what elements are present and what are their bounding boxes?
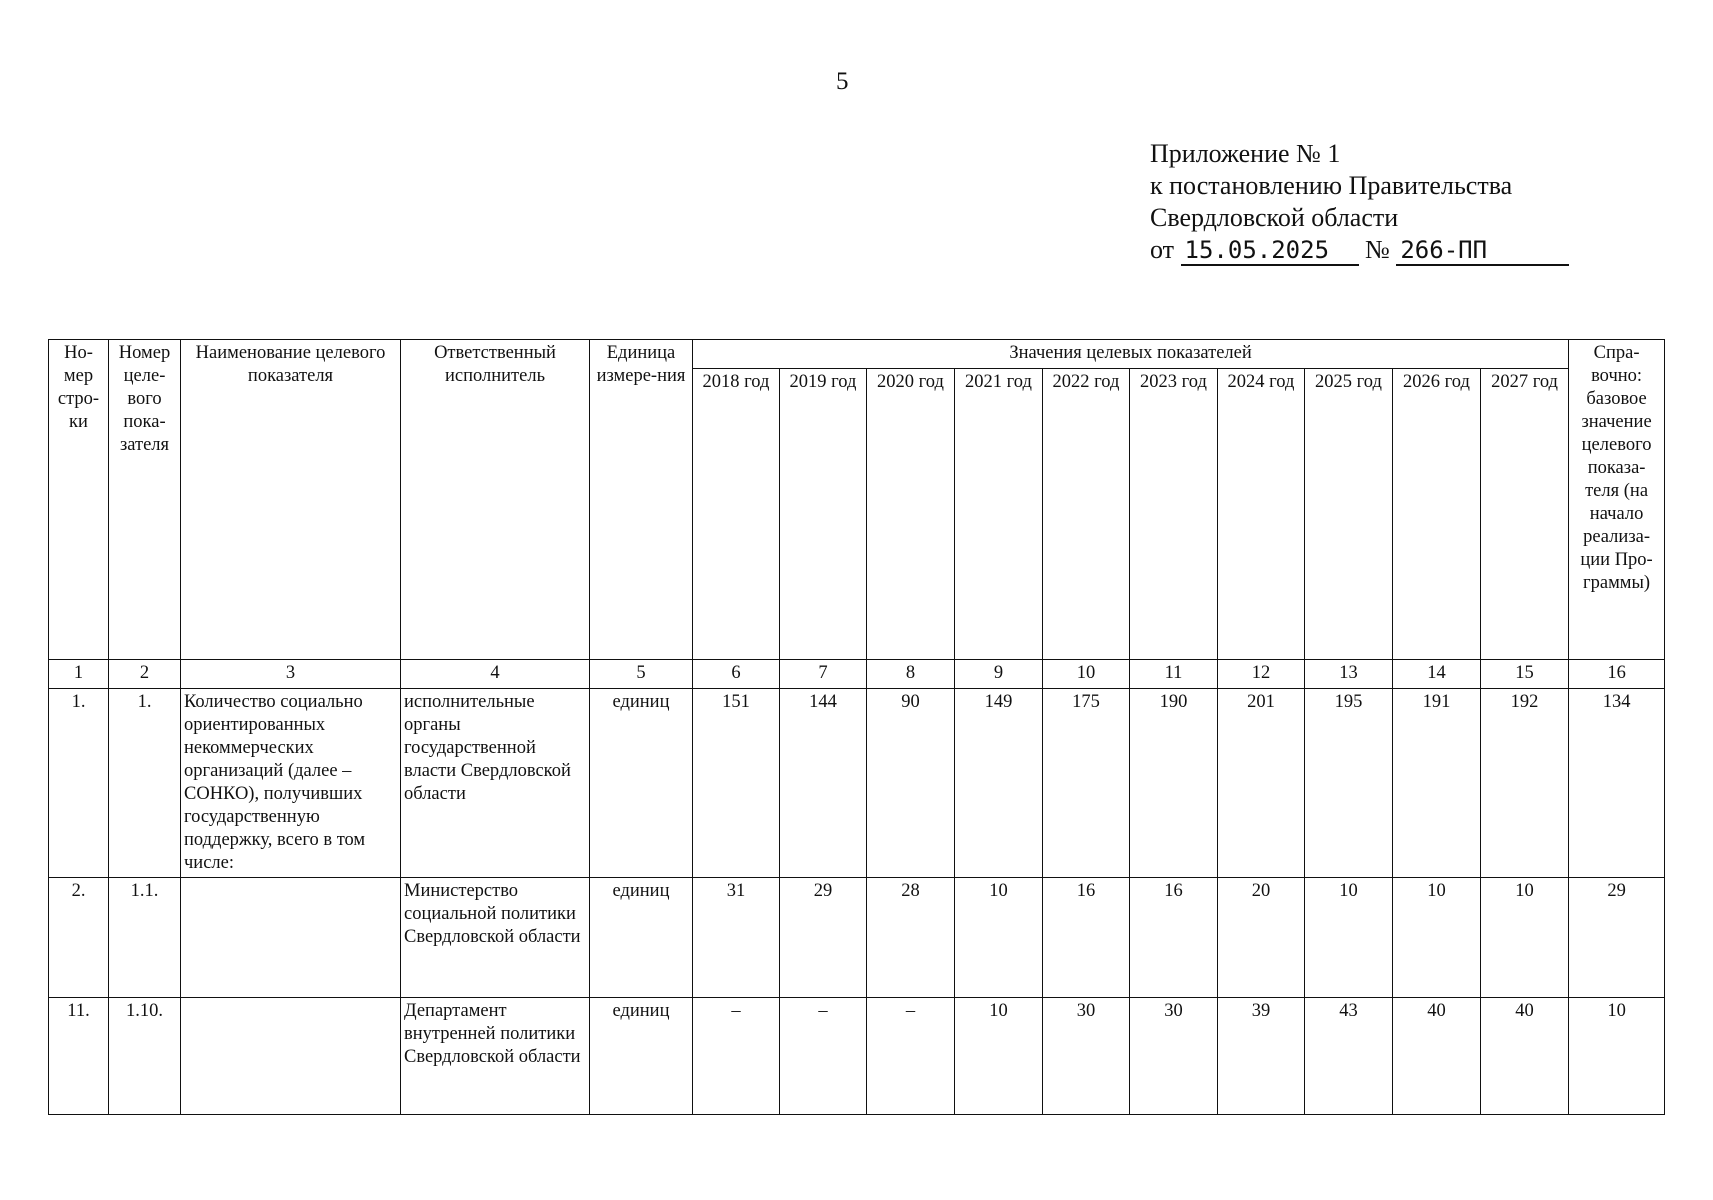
- header-indicator-name: Наименование целевого показателя: [181, 340, 401, 660]
- number-prefix: №: [1365, 235, 1390, 264]
- indicator-name: Количество социально ориентированных некоммерческих организаций (далее – СОНКО), получивших государственную поддержку, всего в том числе:: [181, 689, 401, 878]
- value-cell: 40: [1393, 998, 1481, 1115]
- value-cell: 39: [1218, 998, 1305, 1115]
- table-row: [49, 689, 1665, 878]
- table-row: [49, 878, 1665, 998]
- value-cell: 191: [1393, 689, 1481, 878]
- value-cell: 30: [1130, 998, 1218, 1115]
- column-number: 15: [1481, 660, 1569, 689]
- value-cell: 29: [780, 878, 867, 998]
- decree-date: 15.05.2025: [1181, 236, 1359, 266]
- indicator-number: 1.10.: [109, 998, 181, 1115]
- value-cell: 28: [867, 878, 955, 998]
- header-year: 2018 год: [693, 369, 780, 660]
- header-year: 2022 год: [1043, 369, 1130, 660]
- indicator-number: 1.1.: [109, 878, 181, 998]
- value-cell: 10: [955, 878, 1043, 998]
- indicator-number: 1.: [109, 689, 181, 878]
- value-cell: 151: [693, 689, 780, 878]
- header-indicator-no: Номер целе-вого пока-зателя: [109, 340, 181, 660]
- appendix-line-3: Свердловской области: [1150, 203, 1399, 232]
- value-cell: 201: [1218, 689, 1305, 878]
- row-number: 2.: [49, 878, 109, 998]
- reference-value: 134: [1569, 689, 1665, 878]
- unit: единиц: [590, 878, 693, 998]
- header-row-top: [49, 340, 1665, 369]
- header-year: 2024 год: [1218, 369, 1305, 660]
- value-cell: 20: [1218, 878, 1305, 998]
- header-year: 2026 год: [1393, 369, 1481, 660]
- column-number: 9: [955, 660, 1043, 689]
- value-cell: –: [780, 998, 867, 1115]
- responsible-executor: Департамент внутренней политики Свердловской области: [401, 998, 590, 1115]
- value-cell: 16: [1130, 878, 1218, 998]
- row-number: 1.: [49, 689, 109, 878]
- value-cell: 190: [1130, 689, 1218, 878]
- header-row-no: Но-мер стро-ки: [49, 340, 109, 660]
- column-number: 1: [49, 660, 109, 689]
- value-cell: 149: [955, 689, 1043, 878]
- column-number: 4: [401, 660, 590, 689]
- value-cell: 90: [867, 689, 955, 878]
- value-cell: 144: [780, 689, 867, 878]
- reference-value: 10: [1569, 998, 1665, 1115]
- header-year: 2021 год: [955, 369, 1043, 660]
- column-number: 3: [181, 660, 401, 689]
- column-number: 13: [1305, 660, 1393, 689]
- decree-number: 266-ПП: [1396, 236, 1569, 266]
- value-cell: 40: [1481, 998, 1569, 1115]
- column-number: 6: [693, 660, 780, 689]
- column-number: 11: [1130, 660, 1218, 689]
- appendix-title: Приложение № 1: [1150, 139, 1341, 168]
- unit: единиц: [590, 689, 693, 878]
- header-responsible: Ответственный исполнитель: [401, 340, 590, 660]
- page-number: 5: [836, 68, 849, 95]
- reference-value: 29: [1569, 878, 1665, 998]
- appendix-block: [1150, 138, 1569, 266]
- date-prefix: от: [1150, 235, 1175, 264]
- column-number: 12: [1218, 660, 1305, 689]
- indicator-name: [181, 998, 401, 1115]
- column-number: 14: [1393, 660, 1481, 689]
- header-reference: Спра-вочно: базовое значение целевого показа-теля (на начало реализа-ции Про-граммы): [1569, 340, 1665, 660]
- header-values-group: Значения целевых показателей: [693, 340, 1569, 369]
- value-cell: 30: [1043, 998, 1130, 1115]
- column-number: 2: [109, 660, 181, 689]
- value-cell: –: [693, 998, 780, 1115]
- value-cell: 195: [1305, 689, 1393, 878]
- appendix-line-2: к постановлению Правительства: [1150, 171, 1513, 200]
- unit: единиц: [590, 998, 693, 1115]
- row-number: 11.: [49, 998, 109, 1115]
- value-cell: 43: [1305, 998, 1393, 1115]
- indicators-table: [48, 339, 1665, 1115]
- appendix-date-line: [1150, 234, 1569, 266]
- column-number: 8: [867, 660, 955, 689]
- column-number-row: [49, 660, 1665, 689]
- table-row: [49, 998, 1665, 1115]
- value-cell: 175: [1043, 689, 1130, 878]
- header-year: 2027 год: [1481, 369, 1569, 660]
- header-unit: Единица измере-ния: [590, 340, 693, 660]
- header-year: 2025 год: [1305, 369, 1393, 660]
- value-cell: 10: [1305, 878, 1393, 998]
- indicator-name: [181, 878, 401, 998]
- responsible-executor: исполнительные органы государственной власти Свердловской области: [401, 689, 590, 878]
- header-year: 2023 год: [1130, 369, 1218, 660]
- column-number: 5: [590, 660, 693, 689]
- column-number: 10: [1043, 660, 1130, 689]
- responsible-executor: Министерство социальной политики Свердловской области: [401, 878, 590, 998]
- value-cell: 31: [693, 878, 780, 998]
- value-cell: –: [867, 998, 955, 1115]
- value-cell: 10: [1481, 878, 1569, 998]
- value-cell: 192: [1481, 689, 1569, 878]
- header-year: 2019 год: [780, 369, 867, 660]
- value-cell: 10: [1393, 878, 1481, 998]
- column-number: 16: [1569, 660, 1665, 689]
- value-cell: 10: [955, 998, 1043, 1115]
- header-year: 2020 год: [867, 369, 955, 660]
- column-number: 7: [780, 660, 867, 689]
- value-cell: 16: [1043, 878, 1130, 998]
